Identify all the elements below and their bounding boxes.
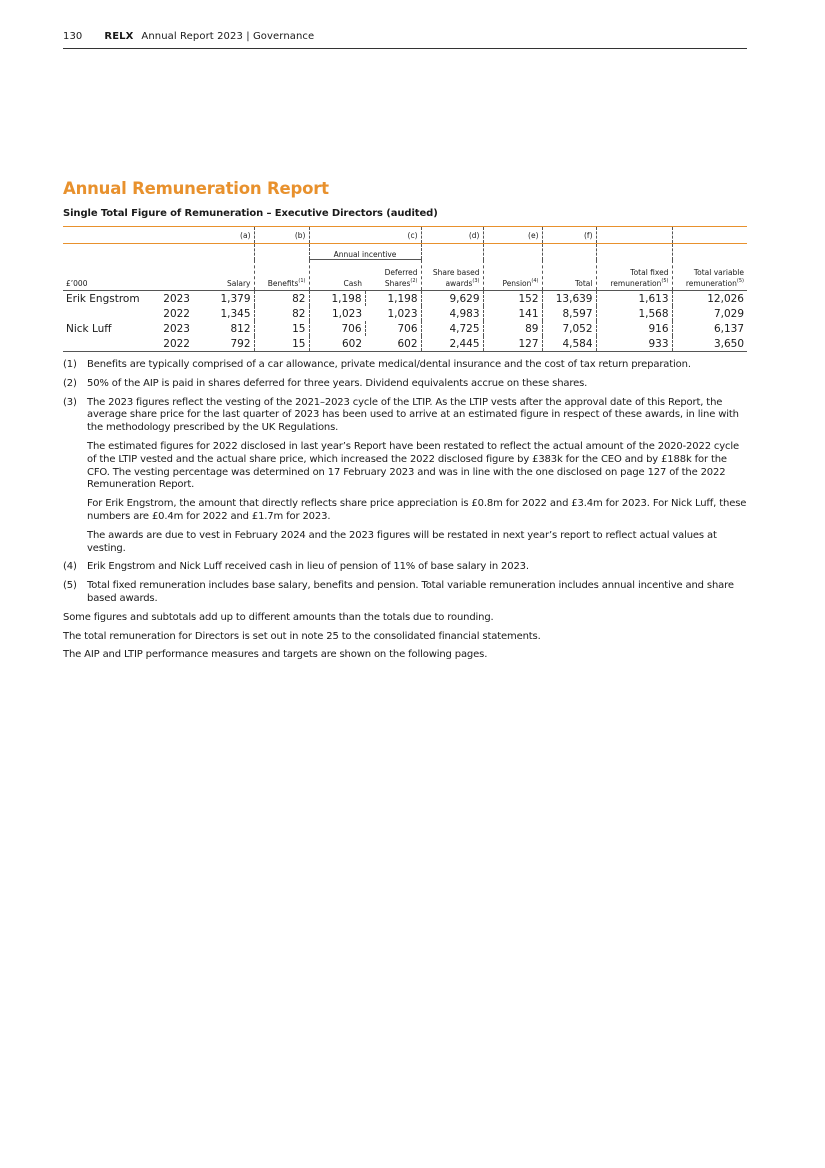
remuneration-table <box>63 226 747 352</box>
annual-incentive-row <box>63 244 747 260</box>
header-deferred-shares: Deferred Shares$^{(2)}$ <box>365 260 421 291</box>
footnote <box>63 561 747 574</box>
col-letter: (a) <box>193 227 254 244</box>
col-letter: (b) <box>254 227 309 244</box>
variable-cell: 6,137 <box>713 322 744 335</box>
header-total-fixed: Total fixed remuneration$^{(5)}$ <box>596 260 672 291</box>
footnote-label: (1) <box>63 359 77 370</box>
deferred-cell: 706 <box>365 321 421 336</box>
pension-cell: 127 <box>483 336 542 352</box>
director-name <box>63 336 155 352</box>
fixed-cell: 916 <box>596 321 672 336</box>
header-total-variable: Total variable remuneration$^{(5)}$ <box>672 260 747 291</box>
header-pension: Pension$^{(4)}$ <box>483 260 542 291</box>
header-rule <box>63 48 747 49</box>
year-cell: 2023 <box>163 322 190 335</box>
col-letter: (f) <box>542 227 596 244</box>
total-cell: 8,597 <box>542 306 596 321</box>
column-letter-row <box>63 227 747 244</box>
deferred-cell: 1,023 <box>365 306 421 321</box>
footnote-label: (3) <box>63 396 77 408</box>
fixed-cell: 1,613 <box>596 291 672 307</box>
variable-cell: 3,650 <box>672 336 747 352</box>
share-awards-cell: 4,725 <box>421 321 483 336</box>
year-cell: 2022 <box>155 336 193 352</box>
header-salary: Salary <box>193 260 254 291</box>
footnote <box>63 397 747 556</box>
share-awards-cell: 9,629 <box>421 291 483 307</box>
cash-cell: 706 <box>309 321 365 336</box>
page-number: 130 <box>63 31 83 42</box>
share-awards-cell: 2,445 <box>421 336 483 352</box>
cash-cell: 602 <box>309 336 365 352</box>
total-cell: 4,584 <box>542 336 596 352</box>
variable-cell: 12,026 <box>707 292 744 305</box>
director-name: Erik Engstrom <box>66 292 140 305</box>
footnote-text: Erik Engstrom and Nick Luff received cash in lieu of pension of 11% of base salary in 2023. <box>87 561 529 573</box>
fixed-cell: 1,568 <box>596 306 672 321</box>
salary-cell: 1,379 <box>193 291 254 307</box>
footnote-text: Total fixed remuneration includes base salary, benefits and pension. Total variable remuneration includes annual incentive and share based awards. <box>87 580 734 604</box>
benefits-cell: 82 <box>254 291 309 307</box>
footnote <box>63 378 747 391</box>
fixed-cell: 933 <box>596 336 672 352</box>
section-label: Annual Report 2023 | Governance <box>141 31 315 42</box>
footer-note: The total remuneration for Directors is set out in note 25 to the consolidated financial statements. <box>63 630 541 642</box>
footer-note: The AIP and LTIP performance measures and targets are shown on the following pages. <box>63 649 488 661</box>
salary-cell: 792 <box>193 336 254 352</box>
director-name <box>63 306 155 321</box>
footnote-text: Benefits are typically comprised of a car allowance, private medical/dental insurance and the cost of tax return preparation. <box>87 359 691 370</box>
column-header-row <box>63 260 747 291</box>
footnote <box>63 359 747 372</box>
header-total: Total <box>542 260 596 291</box>
header-benefits: Benefits$^{(1)}$ <box>254 260 309 291</box>
deferred-cell: 602 <box>365 336 421 352</box>
footnote-label: (5) <box>63 580 77 592</box>
table-row <box>63 291 747 307</box>
footnote <box>63 580 747 606</box>
footnote-text: For Erik Engstrom, the amount that directly reflects share price appreciation is £0.8m for 2022 and £3.4m for 2023. For Nick Luff, these numbers are £0.4m for 2022 and £1.7m for 2023. <box>87 498 747 522</box>
year-cell: 2023 <box>163 292 190 305</box>
benefits-cell: 82 <box>254 306 309 321</box>
total-cell: 7,052 <box>542 321 596 336</box>
header-cash: Cash <box>309 260 365 291</box>
year-cell: 2022 <box>163 307 190 320</box>
table-row <box>63 306 747 321</box>
pension-cell: 152 <box>483 291 542 307</box>
footnote-text: The estimated figures for 2022 disclosed in last year’s Report have been restated to reflect the actual amount of the 2020-2022 cycle of the LTIP vested and the actual share price, which increased the 2022 disclosed figure by £383k for the CEO and by £188k for the CFO. The vesting percentage was determined on 17 February 2023 and was in line with the one disclosed on page 127 of the 2022 Remuneration Report. <box>87 440 740 491</box>
total-cell: 13,639 <box>542 291 596 307</box>
table-title: Single Total Figure of Remuneration – Executive Directors (audited) <box>63 208 438 219</box>
footer-note: Some figures and subtotals add up to different amounts than the totals due to rounding. <box>63 611 494 623</box>
page-header <box>63 31 747 42</box>
annual-incentive-label: Annual incentive <box>309 244 421 260</box>
pension-cell: 89 <box>483 321 542 336</box>
salary-cell: 1,345 <box>193 306 254 321</box>
share-awards-cell: 4,983 <box>421 306 483 321</box>
cash-cell: 1,198 <box>309 291 365 307</box>
col-letter: (e) <box>483 227 542 244</box>
cash-cell: 1,023 <box>331 307 362 320</box>
col-letter: (d) <box>421 227 483 244</box>
footnote-text: 50% of the AIP is paid in shares deferred for three years. Dividend equivalents accrue on these shares. <box>87 377 588 389</box>
salary-cell: 812 <box>193 321 254 336</box>
col-letter: (c) <box>365 227 421 244</box>
deferred-cell: 1,198 <box>365 291 421 307</box>
pension-cell: 141 <box>483 306 542 321</box>
footnotes <box>63 359 747 668</box>
benefits-cell: 15 <box>254 336 309 352</box>
variable-cell: 7,029 <box>713 307 744 320</box>
brand-name: RELX <box>104 31 134 42</box>
footnote-label: (4) <box>63 561 77 573</box>
director-name: Nick Luff <box>66 322 112 335</box>
footnote-text: The 2023 figures reflect the vesting of the 2021–2023 cycle of the LTIP. As the LTIP vests after the approval date of this Report, the average share price for the last quarter of 2023 has been used to arrive at an estimated figure in respect of these awards, in line with the methodology prescribed by the UK Regulations. <box>87 396 739 434</box>
unit-label: £’000 <box>63 260 155 291</box>
table-row <box>63 336 747 352</box>
footnote-text: The awards are due to vest in February 2024 and the 2023 figures will be restated in next year’s report to reflect actual values at vesting. <box>87 529 717 554</box>
header-share-based-awards: Share based awards$^{(3)}$ <box>421 260 483 291</box>
page-title: Annual Remuneration Report <box>63 179 329 198</box>
table-row <box>63 321 747 336</box>
footnote-label: (2) <box>63 377 77 389</box>
benefits-cell: 15 <box>254 321 309 336</box>
